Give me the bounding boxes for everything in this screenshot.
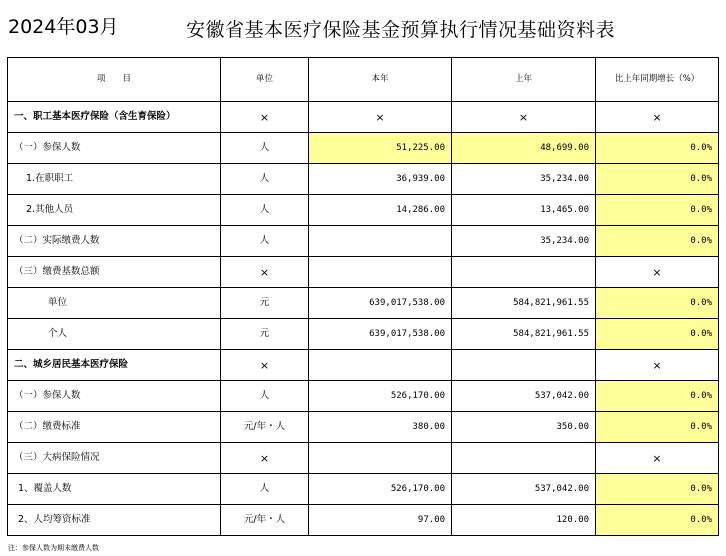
row-unit-cell: 人: [221, 133, 309, 164]
row-growth-cell: 0.0%: [596, 164, 719, 195]
row-previous-year-cell: 584,821,961.55: [452, 319, 596, 350]
row-unit-cell: ×: [221, 350, 309, 381]
table-row: [8, 195, 719, 226]
row-current-year-cell: [309, 257, 452, 288]
column-header-item: 项 目: [8, 58, 221, 102]
table-row: [8, 226, 719, 257]
row-item-cell: （三）缴费基数总额: [8, 257, 221, 288]
report-period: 2024年03月: [8, 16, 119, 38]
table-row: [8, 412, 719, 443]
row-item-cell: （三）大病保险情况: [8, 443, 221, 474]
row-growth-cell: ×: [596, 350, 719, 381]
row-growth-cell: 0.0%: [596, 381, 719, 412]
row-current-year-cell: [309, 226, 452, 257]
table-row: [8, 288, 719, 319]
table-row: [8, 319, 719, 350]
footnote: 注：参保人数为期末缴费人数: [8, 544, 99, 552]
row-unit-cell: 人: [221, 164, 309, 195]
row-growth-cell: 0.0%: [596, 412, 719, 443]
row-previous-year-cell: [452, 350, 596, 381]
row-item-cell: 1.在职职工: [8, 164, 221, 195]
column-header-growth: 比上年同期增长（%）: [596, 58, 719, 102]
table-row: [8, 474, 719, 505]
row-current-year-cell: 380.00: [309, 412, 452, 443]
row-growth-cell: 0.0%: [596, 226, 719, 257]
row-current-year-cell: 526,170.00: [309, 381, 452, 412]
row-growth-cell: 0.0%: [596, 195, 719, 226]
row-growth-cell: 0.0%: [596, 288, 719, 319]
column-header-current-year: 本年: [309, 58, 452, 102]
row-item-cell: 单位: [8, 288, 221, 319]
row-item-cell: 2、人均筹资标准: [8, 505, 221, 536]
row-growth-cell: ×: [596, 257, 719, 288]
table-row: [8, 350, 719, 381]
table-row: [8, 257, 719, 288]
row-current-year-cell: 36,939.00: [309, 164, 452, 195]
row-item-cell: （一）参保人数: [8, 381, 221, 412]
row-unit-cell: 元/年・人: [221, 505, 309, 536]
table-body: [8, 102, 719, 536]
report-title: 安徽省基本医疗保险基金预算执行情况基础资料表: [186, 19, 616, 41]
row-previous-year-cell: 350.00: [452, 412, 596, 443]
row-previous-year-cell: 537,042.00: [452, 474, 596, 505]
row-unit-cell: 元: [221, 319, 309, 350]
row-previous-year-cell: 120.00: [452, 505, 596, 536]
row-unit-cell: ×: [221, 102, 309, 133]
row-item-cell: （二）实际缴费人数: [8, 226, 221, 257]
row-growth-cell: 0.0%: [596, 474, 719, 505]
row-current-year-cell: 639,017,538.00: [309, 288, 452, 319]
row-item-cell: （一）参保人数: [8, 133, 221, 164]
row-item-cell: 个人: [8, 319, 221, 350]
row-previous-year-cell: 35,234.00: [452, 226, 596, 257]
row-unit-cell: 人: [221, 381, 309, 412]
row-previous-year-cell: 584,821,961.55: [452, 288, 596, 319]
column-header-unit: 单位: [221, 58, 309, 102]
row-growth-cell: ×: [596, 102, 719, 133]
row-growth-cell: 0.0%: [596, 319, 719, 350]
table-row: [8, 443, 719, 474]
row-unit-cell: 人: [221, 195, 309, 226]
row-growth-cell: 0.0%: [596, 133, 719, 164]
row-current-year-cell: 97.00: [309, 505, 452, 536]
table-row: [8, 505, 719, 536]
row-previous-year-cell: ×: [452, 102, 596, 133]
table-row: [8, 381, 719, 412]
row-item-cell: 一、职工基本医疗保险（含生育保险）: [8, 102, 221, 133]
row-current-year-cell: 51,225.00: [309, 133, 452, 164]
row-previous-year-cell: [452, 443, 596, 474]
row-unit-cell: 元/年・人: [221, 412, 309, 443]
row-growth-cell: 0.0%: [596, 505, 719, 536]
row-unit-cell: 人: [221, 226, 309, 257]
row-unit-cell: ×: [221, 443, 309, 474]
row-item-cell: 1、覆盖人数: [8, 474, 221, 505]
row-unit-cell: ×: [221, 257, 309, 288]
row-previous-year-cell: 35,234.00: [452, 164, 596, 195]
row-current-year-cell: ×: [309, 102, 452, 133]
table-row: [8, 102, 719, 133]
row-unit-cell: 元: [221, 288, 309, 319]
row-item-cell: （二）缴费标准: [8, 412, 221, 443]
row-current-year-cell: 14,286.00: [309, 195, 452, 226]
table-row: [8, 164, 719, 195]
row-current-year-cell: [309, 350, 452, 381]
table-row: [8, 133, 719, 164]
column-header-previous-year: 上年: [452, 58, 596, 102]
row-item-cell: 2.其他人员: [8, 195, 221, 226]
table-header-row: [8, 58, 719, 102]
row-previous-year-cell: [452, 257, 596, 288]
row-previous-year-cell: 48,699.00: [452, 133, 596, 164]
row-item-cell: 二、城乡居民基本医疗保险: [8, 350, 221, 381]
row-current-year-cell: 526,170.00: [309, 474, 452, 505]
row-unit-cell: 人: [221, 474, 309, 505]
row-current-year-cell: [309, 443, 452, 474]
row-previous-year-cell: 13,465.00: [452, 195, 596, 226]
row-previous-year-cell: 537,042.00: [452, 381, 596, 412]
data-table: [7, 57, 719, 536]
row-growth-cell: ×: [596, 443, 719, 474]
row-current-year-cell: 639,017,538.00: [309, 319, 452, 350]
